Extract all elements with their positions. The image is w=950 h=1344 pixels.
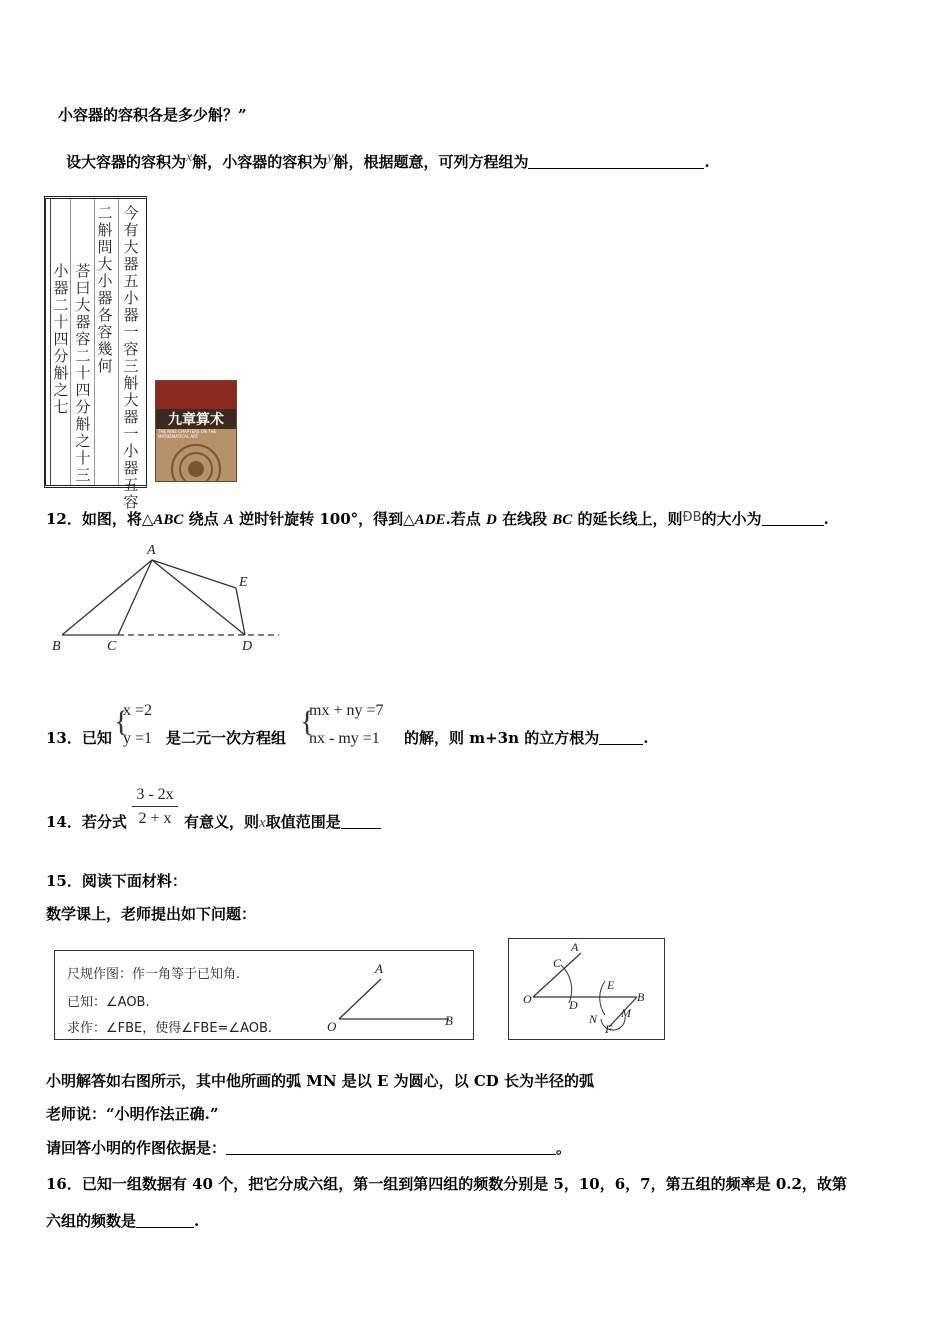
- angle-aob-figure: [317, 957, 467, 1035]
- brace-2: {: [300, 705, 315, 738]
- fig-label-D: D: [569, 998, 578, 1012]
- question-12: 12．如图，将△ABC 绕点 A 逆时针旋转 100°，得到△ADE.若点 D 在线段 BC 的延长线上，则ÐB的大小为 .: [46, 510, 829, 528]
- system-2-line-2: nx - my =1: [309, 730, 380, 747]
- question-15-title: 15．阅读下面材料：: [46, 872, 187, 890]
- fig-label-C: C: [553, 956, 562, 970]
- question-15-answer-2: 老师说：“小明作法正确.”: [46, 1105, 219, 1123]
- question-15-answer-3: 请回答小明的作图依据是： 。: [46, 1139, 572, 1157]
- box-label-B: B: [445, 1013, 453, 1028]
- book-column-4: 小器二十四分斛之七: [53, 262, 69, 416]
- construction-figure: [509, 939, 664, 1039]
- triangle-figure: [44, 540, 289, 655]
- book-excerpt-image: [44, 196, 147, 511]
- question-15-intro: 数学课上，老师提出如下问题：: [46, 905, 257, 923]
- fraction-numerator: 3 - 2x: [136, 786, 174, 803]
- question-13-a: 13．已知: [46, 729, 112, 747]
- box-line-1: 尺规作图：作一角等于已知角.: [67, 967, 241, 982]
- box-label-O: O: [327, 1019, 337, 1034]
- label-A: A: [147, 543, 156, 558]
- fig-label-E: E: [607, 978, 615, 992]
- fig-label-A: A: [571, 940, 579, 954]
- intro-line-1: 小容器的容积各是多少斛？”: [58, 106, 247, 124]
- book-column-3: 荅曰大器容二十四分斛之十三: [75, 262, 91, 484]
- system-1-line-1: x =2: [123, 702, 153, 719]
- fig-label-M: M: [621, 1006, 631, 1020]
- fig-label-N: N: [589, 1012, 598, 1026]
- fraction-bar: [132, 806, 178, 807]
- book-cover-pattern: [156, 439, 236, 481]
- question-14-a: 14．若分式: [46, 813, 127, 831]
- answer-blank[interactable]: [528, 154, 704, 169]
- brace-1: {: [114, 705, 129, 738]
- fig-label-F: F: [605, 1022, 613, 1036]
- answer-blank[interactable]: [136, 1213, 194, 1228]
- system-2-line-1: mx + ny =7: [309, 702, 384, 719]
- label-B: B: [52, 639, 61, 654]
- fraction-denominator: 2 + x: [138, 810, 172, 827]
- label-D: D: [242, 639, 253, 654]
- label-E: E: [239, 575, 248, 590]
- question-13-b: 是二元一次方程组: [166, 729, 287, 747]
- fig-label-B: B: [637, 990, 645, 1004]
- question-13-c: 的解，则 m+3n 的立方根为 .: [404, 729, 649, 747]
- construction-figure-box: [508, 938, 665, 1040]
- fig-label-O: O: [523, 992, 532, 1006]
- question-16-line-2: 六组的频数是 .: [46, 1212, 200, 1230]
- book-cover-subtitle: THE NINE CHAPTERS ON THE MATHEMATICAL ART: [158, 429, 217, 439]
- book-cover-image: [155, 380, 237, 482]
- answer-blank[interactable]: [762, 511, 824, 526]
- question-16-line-1: 16．已知一组数据有 40 个，把它分成六组，第一组到第四组的频数分别是 5，10，6，7，第五组的频率是 0.2，故第: [46, 1175, 847, 1193]
- question-15-answer-1: 小明解答如右图所示，其中他所画的弧 MN 是以 E 为圆心，以 CD 长为半径的弧: [46, 1072, 595, 1090]
- box-label-A: A: [375, 961, 383, 976]
- book-column-1: 今有大器五小器一容三斛大器一小器五容: [123, 204, 139, 511]
- book-cover-title: 九章算术: [156, 409, 236, 429]
- box-line-2: 已知：∠AOB.: [67, 995, 150, 1010]
- system-1-line-2: y =1: [123, 730, 153, 747]
- answer-blank[interactable]: [226, 1140, 556, 1155]
- answer-blank[interactable]: [341, 814, 381, 829]
- intro-line-2: 设大容器的容积为x斛，小容器的容积为y斛，根据题意，可列方程组为 .: [66, 150, 710, 171]
- answer-blank[interactable]: [599, 730, 643, 745]
- book-column-2: 二斛問大小器各容幾何: [97, 204, 113, 375]
- box-line-3: 求作：∠FBE，使得∠FBE=∠AOB.: [67, 1021, 273, 1036]
- problem-box: [54, 950, 474, 1040]
- label-C: C: [107, 639, 117, 654]
- question-14-b: 有意义，则x取值范围是: [184, 811, 381, 832]
